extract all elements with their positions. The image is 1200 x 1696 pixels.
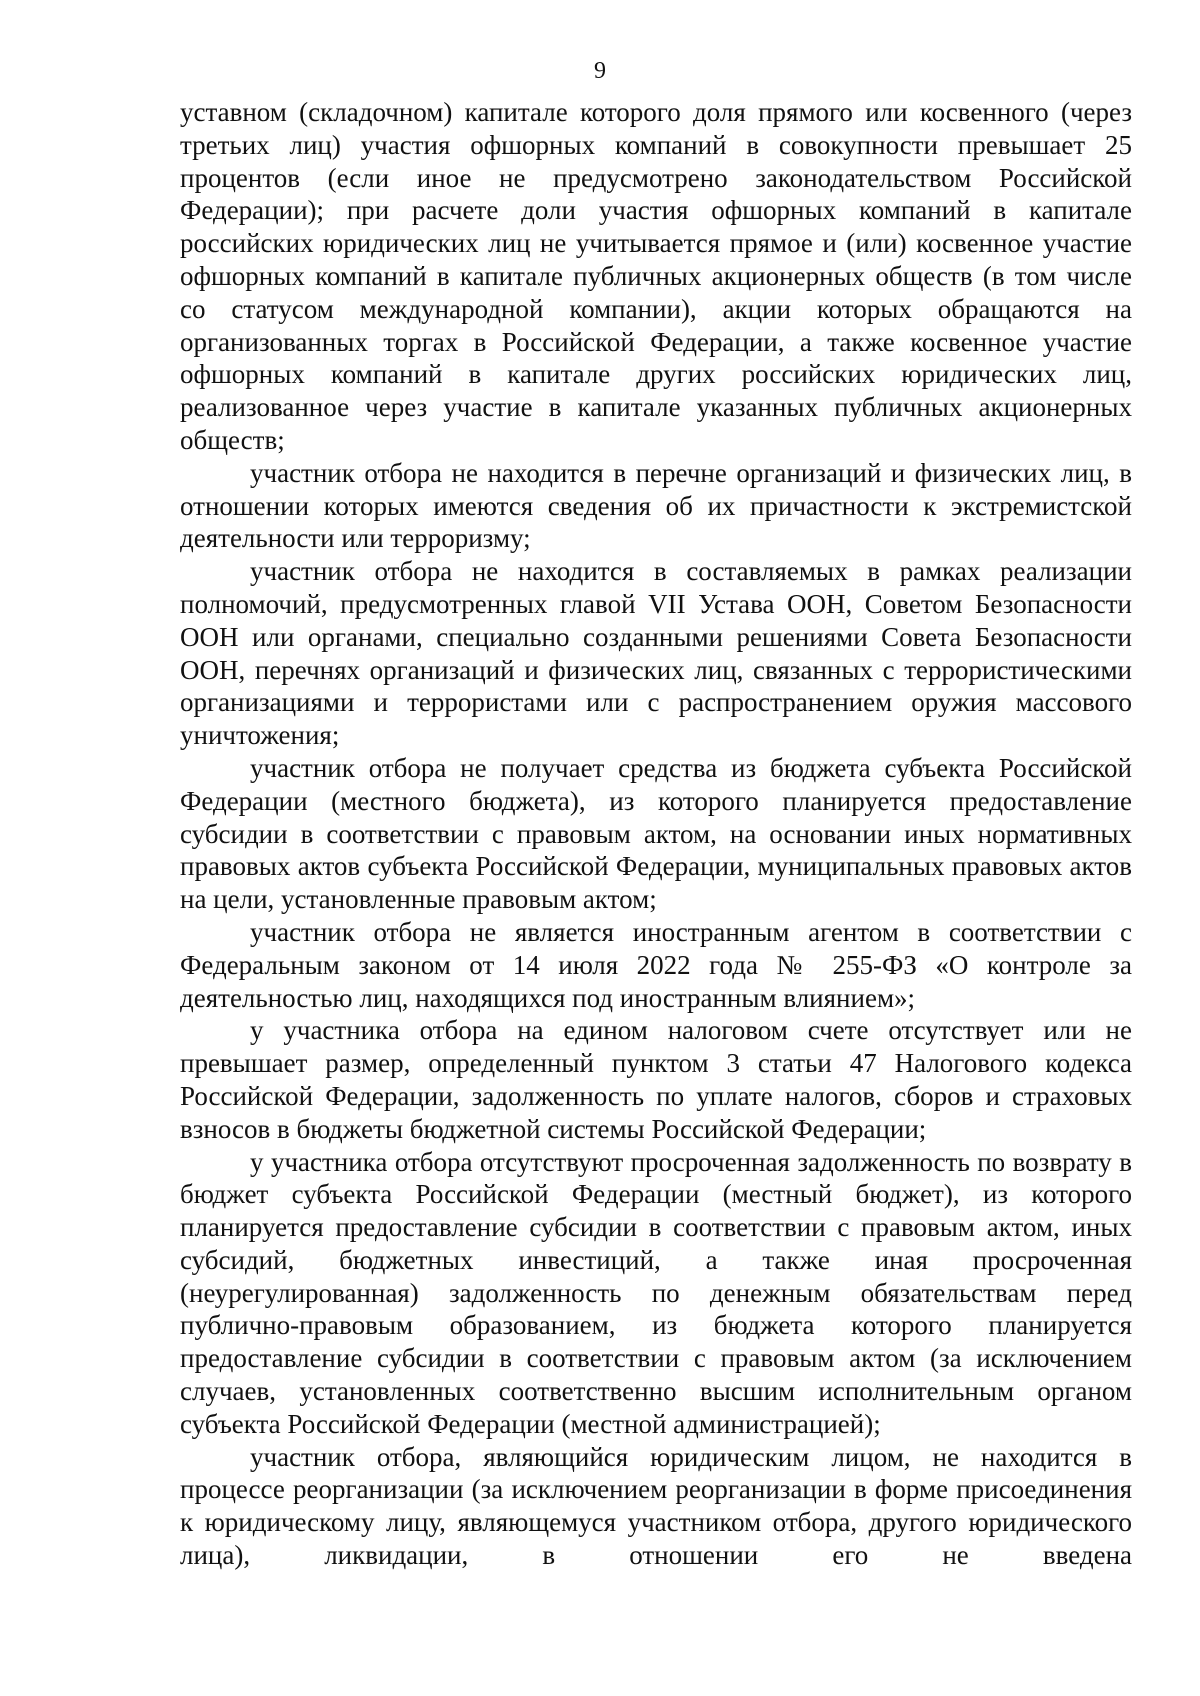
paragraph-extremism-list: участник отбора не находится в перечне организаций и физических лиц, в отношении которых имеются сведения об их причастности к экстремистской деятельности или терроризму;: [180, 457, 1132, 554]
paragraph-tax-debt: у участника отбора на едином налоговом счете отсутствует или не превышает размер, определенный пунктом 3 статьи 47 Налогового кодекса Российской Федерации, задолженность по уплате налогов, сборов и страховых взносов в бюджеты бюджетной системы Российской Федерации;: [180, 1015, 1132, 1144]
paragraph-budget-funds: участник отбора не получает средства из бюджета субъекта Российской Федерации (местного бюджета), из которого планируется предоставление субсидии в соответствии с правовым актом, на основании иных нормативных правовых актов субъекта Российской Федерации, муниципальных правовых актов на цели, установленные правовым актом;: [180, 752, 1132, 915]
paragraph-reorganization: участник отбора, являющийся юридическим лицом, не находится в процессе реорганизации (за исключением реорганизации в форме присоединения к юридическому лицу, являющемуся участником отбора, другого юридического лица), ликвидации, в отношении его не введена: [180, 1441, 1132, 1571]
paragraph-un-sanctions-list: участник отбора не находится в составляемых в рамках реализации полномочий, предусмотренных главой VII Устава ООН, Советом Безопасности ООН или органами, специально созданными решениями Совета Безопасности ООН, перечнях организаций и физических лиц, связанных с террористическими организациями и террористами или с распространением оружия массового уничтожения;: [180, 556, 1132, 751]
page-number: 9: [594, 58, 606, 84]
paragraph-foreign-agent: участник отбора не является иностранным агентом в соответствии с Федеральным законом от 14 июля 2022 года № 255-ФЗ «О контроле за деятельностью лиц, находящихся под иностранным влиянием»;: [180, 916, 1132, 1013]
document-body: [180, 96, 1132, 1572]
paragraph-continued: уставном (складочном) капитале которого доля прямого или косвенного (через третьих лиц) участия офшорных компаний в совокупности превышает 25 процентов (если иное не предусмотрено законодательством Российской Федерации); при расчете доли участия офшорных компаний в капитале российских юридических лиц не учитывается прямое и (или) косвенное участие офшорных компаний в капитале публичных акционерных обществ (в том числе со статусом международной компании), акции которых обращаются на организованных торгах в Российской Федерации, а также косвенное участие офшорных компаний в капитале других российских юридических лиц, реализованное через участие в капитале указанных публичных акционерных обществ;: [180, 97, 1132, 455]
paragraph-overdue-debt: у участника отбора отсутствуют просроченная задолженность по возврату в бюджет субъекта Российской Федерации (местный бюджет), из которого планируется предоставление субсидии в соответствии с правовым актом, иных субсидий, бюджетных инвестиций, а также иная просроченная (неурегулированная) задолженность по денежным обязательствам перед публично-правовым образованием, из бюджета которого планируется предоставление субсидии в соответствии с правовым актом (за исключением случаев, установленных соответственно высшим исполнительным органом субъекта Российской Федерации (местной администрацией);: [180, 1146, 1132, 1439]
